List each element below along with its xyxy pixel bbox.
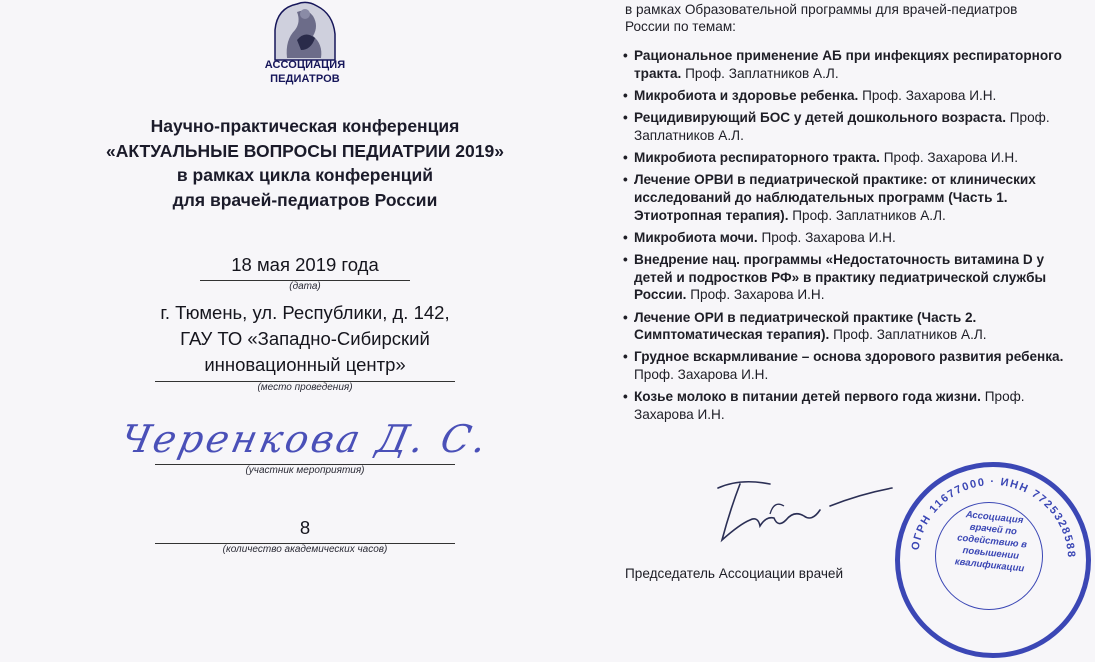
bullet-icon: • <box>623 110 628 126</box>
place-line: г. Тюмень, ул. Республики, д. 142, <box>160 302 450 323</box>
topic-author: Проф. Захарова И.Н. <box>634 367 769 382</box>
topic-author: Проф. Захарова И.Н. <box>761 229 896 245</box>
topic-author: Проф. Захарова И.Н. <box>634 389 1025 422</box>
topic-author: Проф. Заплатников А.Л. <box>685 65 839 81</box>
bullet-icon: • <box>623 48 628 63</box>
participant-caption: (участник мероприятия) <box>245 465 365 476</box>
date-caption: (дата) <box>289 281 321 292</box>
topic-item <box>620 171 1070 224</box>
date-value: 18 мая 2019 года <box>231 254 379 275</box>
bullet-icon: • <box>623 309 628 325</box>
topic-item <box>620 388 1070 423</box>
chairman-signature-icon <box>700 470 900 550</box>
topic-title: Лечение ОРИ в педиатрической практике (Часть 2. Симптоматическая терапия). <box>634 309 977 343</box>
place-line: ГАУ ТО «Западно-Сибирский <box>180 328 430 349</box>
bullet-icon: • <box>623 229 628 245</box>
conference-title-line: Научно-практическая конференция <box>150 116 460 136</box>
hours-caption: (количество академических часов) <box>222 544 388 555</box>
topic-author: Проф. Заплатников А.Л. <box>833 327 987 343</box>
topic-author: Проф. Захарова И.Н. <box>862 87 997 103</box>
bullet-icon: • <box>623 389 628 405</box>
chairman-label: Председатель Ассоциации врачей <box>625 566 844 581</box>
bullet-icon: • <box>623 252 628 268</box>
place-field <box>40 300 570 394</box>
logo-line2: ПЕДИАТРОВ <box>270 73 340 85</box>
association-logo <box>255 0 355 92</box>
bullet-icon: • <box>623 349 628 365</box>
program-intro-line: в рамках Образовательной программы для врачей-педиатров <box>625 2 1018 17</box>
date-field <box>40 252 570 293</box>
topic-title: Козье молоко в питании детей первого года жизни. <box>634 389 981 405</box>
hours-value: 8 <box>299 517 311 538</box>
topic-item <box>620 309 1070 344</box>
topic-author: Проф. Захарова И.Н. <box>690 287 825 303</box>
topic-item <box>620 47 1070 82</box>
topic-title: Рациональное применение АБ при инфекциях респираторного тракта. <box>634 48 1062 81</box>
topic-item <box>620 149 1070 167</box>
place-line: инновационный центр» <box>204 354 406 375</box>
topic-title: Внедрение нац. программы «Недостаточность витамина D у детей и подростков РФ» в практику педиатрической службы России. <box>634 252 1047 303</box>
topic-author: Проф. Заплатников А.Л. <box>792 207 946 223</box>
topics-list <box>620 47 1070 428</box>
program-intro <box>625 2 1017 35</box>
hours-field <box>40 515 570 556</box>
topic-title: Микробиота респираторного тракта. <box>634 150 880 166</box>
logo-line1: АССОЦИАЦИЯ <box>264 59 346 71</box>
topic-author: Проф. Заплатников А.Л. <box>634 110 1050 143</box>
topic-author: Проф. Захарова И.Н. <box>883 150 1019 166</box>
topic-title: Грудное вскармливание – основа здорового развития ребенка. <box>634 349 1064 365</box>
bullet-icon: • <box>623 172 628 188</box>
conference-title-line: для врачей-педиатров России <box>172 189 438 210</box>
topic-title: Микробиота мочи. <box>634 229 758 245</box>
program-intro-line: России по темам: <box>625 18 736 34</box>
bullet-icon: • <box>623 87 628 103</box>
participant-field <box>40 414 570 477</box>
topic-title: Лечение ОРВИ в педиатрической практике: от клинических исследований до наблюдательных программ (Часть 1. Этиотропная терапия). <box>634 172 1036 223</box>
topic-item <box>620 251 1070 304</box>
conference-title-line: в рамках цикла конференций <box>176 165 434 185</box>
stamp-center-text: Ассоциация врачей по содействию в повышении квалификации <box>954 509 1028 575</box>
place-caption: (место проведения) <box>257 382 353 393</box>
topic-item <box>620 87 1070 105</box>
topic-title: Микробиота и здоровье ребенка. <box>634 87 859 103</box>
stamp-ring-text: ОГРН 11677000 · ИНН 7725328588 <box>909 475 1078 559</box>
topic-title: Рецидивирующий БОС у детей дошкольного возраста. <box>634 110 1006 126</box>
topic-item <box>620 348 1070 383</box>
bullet-icon: • <box>623 150 628 166</box>
association-stamp <box>895 462 1095 662</box>
topic-item <box>620 109 1070 144</box>
pediatricians-emblem-icon <box>267 0 343 60</box>
conference-title <box>40 114 570 212</box>
participant-handwritten-name: Черенкова Д. С. <box>116 417 494 461</box>
topic-item <box>620 229 1070 247</box>
conference-title-line: «АКТУАЛЬНЫЕ ВОПРОСЫ ПЕДИАТРИИ 2019» <box>106 140 504 161</box>
